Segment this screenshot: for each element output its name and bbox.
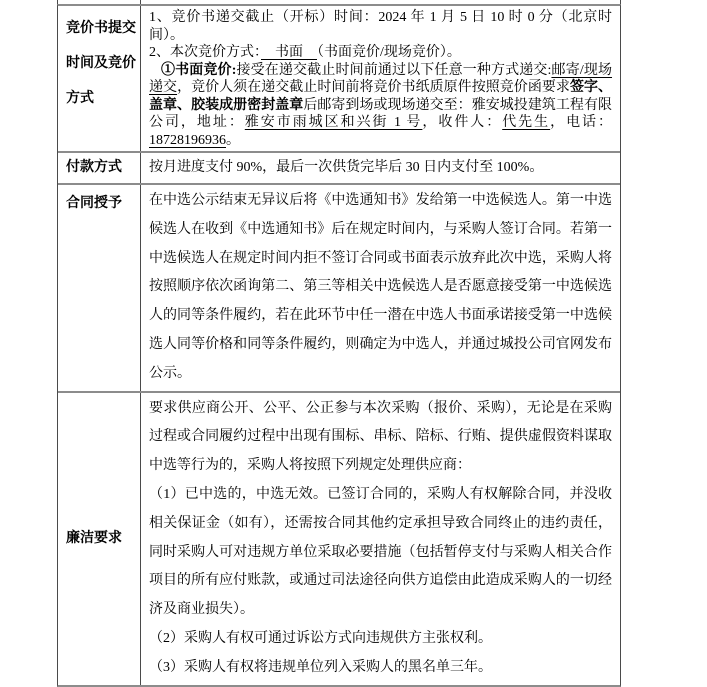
paragraph [149,62,612,150]
text-segment: （1）已中选的，中选无效。已签订合同的，采购人有权解除合同，并没收相关保证金（如有），还需按合同其他约定承担导致合同终止的违约责任，同时采购人可对违规方单位采取必要措施（包括暂停支付与采购人相关合作项目的所有应付账款，或通过司法途径向供方追偿由此造成采购人的一切经济及商业损失）。 [149,486,612,618]
table-row-integrity [58,391,620,685]
table-row-payment [58,151,620,183]
text-segment: ，电话： [550,115,613,130]
row-content-bid-submission [141,6,620,151]
text-segment: ，收件人： [422,115,503,130]
text-segment: 要求供应商公开、公平、公正参与本次采购（报价、采购），无论是在采购过程或合同履约过程中出现有围标、串标、陪标、行贿、提供虚假资料谋取中选等行为的，采购人将按照下列规定处理供应商： [149,400,612,474]
text-segment: 代先生 [502,115,551,130]
text-segment: 邮寄/现场递交 [149,62,613,95]
row-label-integrity: 廉洁要求 [58,393,141,685]
previous-row-content-sliver [141,0,620,4]
paragraph [149,155,612,181]
table-row-contract-award [58,183,620,391]
previous-row-sliver [57,0,621,4]
paragraph [149,625,612,654]
document-sheet [57,0,621,687]
text-segment: 在中选公示结束无异议后将《中选通知书》发给第一中选候选人。第一中选候选人在收到《中选通知书》后在规定时间内，与采购人签订合同。若第一中选候选人在规定时间内拒不签订合同或书面表示放弃此次中选，采购人将按照顺序依次函询第二、第三等相关中选候选人是否愿意接受第一中选候选人的同等条件履约，若在此环节中任一潜在中选人书面承诺接受第一中选候选人同等价格和同等条件履约，则确定为中选人，并通过城投公司官网发布公示。 [149,193,612,381]
paragraph [149,654,612,683]
paragraph [149,44,612,62]
paragraph [149,9,612,44]
text-segment: ，竞价人须在递交截止时间前将竞价书纸质原件按照竞价函要求 [177,80,570,95]
table-row-bid-submission [58,6,620,151]
text-segment: 18728196936 [149,132,226,148]
text-segment: 2、本次竞价方式： [149,45,261,60]
row-label-bid-submission [58,6,141,151]
row-label-line: 竞价书提交 [66,21,136,36]
text-segment: 接受在递交截止时间前通过以下任意一种方式递交: [236,62,552,78]
row-content-integrity [141,393,620,685]
paragraph [149,187,612,389]
text-segment: （3）采购人有权将违规单位列入采购人的黑名单三年。 [149,659,492,675]
text-segment: （书面竞价/现场竞价）。 [317,45,461,60]
text-segment: 按月进度支付 90%，最后一次供货完毕后 30 日内支付至 100%。 [149,160,544,175]
paragraph [149,481,612,625]
text-segment: （2）采购人有权可通过诉讼方式向违规供方主张权利。 [149,630,492,646]
row-content-contract-award [141,185,620,391]
row-content-payment [141,153,620,183]
text-segment: 签字、盖章、胶装成册密封盖章 [149,80,612,113]
row-label-payment: 付款方式 [58,153,141,183]
text-segment: 后邮寄到场或现场递交至：雅安城投建筑工程有限公司，地址： [149,97,612,130]
previous-row-label-sliver [58,0,141,4]
row-label-contract-award: 合同授予 [58,185,141,391]
row-label-line: 时间及竞价 [66,56,136,71]
text-segment: 书面 [261,45,317,60]
text-segment: 1、竞价书递交截止（开标）时间：2024 年 1 月 5 日 10 时 0 分（北京时间）。 [149,10,612,43]
row-label-line: 方式 [66,91,94,106]
procurement-terms-table [57,4,621,687]
text-segment: ①书面竞价: [161,62,237,78]
paragraph [149,395,612,481]
text-segment: 。 [226,132,240,148]
text-segment: 雅安市雨城区和兴街 1 号 [244,115,423,130]
